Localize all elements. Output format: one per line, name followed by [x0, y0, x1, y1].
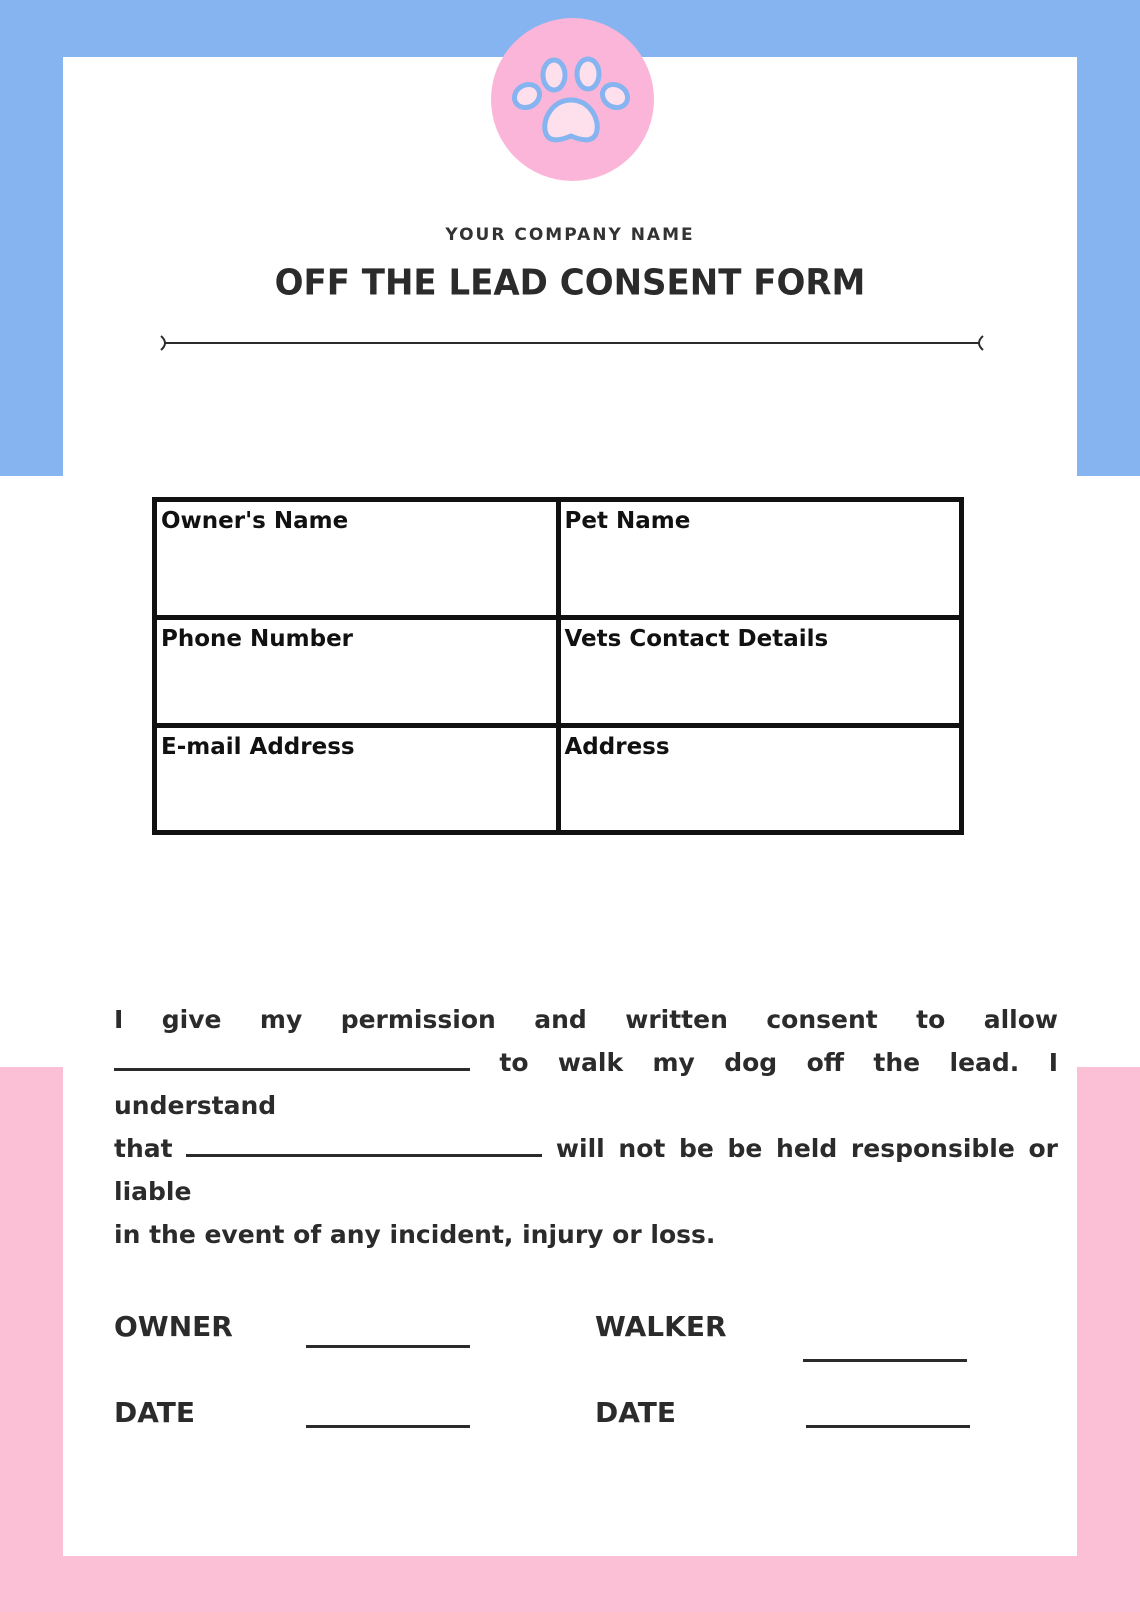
email-address-label: E-mail Address	[161, 734, 355, 760]
title-divider	[160, 333, 984, 353]
walker-date-label: DATE	[595, 1396, 676, 1429]
walker-name-blank-2[interactable]	[186, 1130, 542, 1157]
phone-number-cell[interactable]	[155, 618, 559, 726]
walker-signature-line[interactable]	[803, 1359, 967, 1362]
owner-name-label: Owner's Name	[161, 508, 349, 534]
consent-line-3-text: will not be be held responsible or liable	[114, 1134, 1058, 1206]
pet-name-label: Pet Name	[564, 508, 691, 534]
form-title: OFF THE LEAD CONSENT FORM	[274, 262, 866, 304]
walker-name-blank[interactable]	[114, 1044, 470, 1071]
address-cell[interactable]	[558, 726, 962, 833]
logo-circle	[491, 18, 654, 181]
owner-signature-line[interactable]	[306, 1345, 470, 1348]
consent-line-1: I give my permission and written consent to allow	[114, 1005, 1058, 1034]
email-address-cell[interactable]	[155, 726, 559, 833]
phone-number-label: Phone Number	[161, 626, 354, 652]
consent-line-2-text: to walk my dog off the lead. I understand	[114, 1048, 1058, 1120]
company-name: YOUR COMPANY NAME	[445, 225, 695, 245]
consent-paragraph	[114, 998, 1058, 1256]
owner-date-label: DATE	[114, 1396, 195, 1429]
walker-date-line[interactable]	[806, 1425, 970, 1428]
vets-contact-label: Vets Contact Details	[564, 626, 829, 652]
consent-line-2	[114, 1041, 1058, 1127]
owner-info-table	[152, 497, 964, 835]
address-label: Address	[564, 734, 670, 760]
pet-name-cell[interactable]	[558, 500, 962, 618]
consent-line-3	[114, 1127, 1058, 1213]
owner-name-cell[interactable]	[155, 500, 559, 618]
consent-line-4: in the event of any incident, injury or loss.	[114, 1220, 716, 1249]
consent-line-3-start: that	[114, 1134, 187, 1163]
walker-signature-label: WALKER	[595, 1310, 727, 1343]
paw-icon	[491, 18, 654, 181]
vets-contact-cell[interactable]	[558, 618, 962, 726]
owner-date-line[interactable]	[306, 1425, 470, 1428]
owner-signature-label: OWNER	[114, 1310, 233, 1343]
